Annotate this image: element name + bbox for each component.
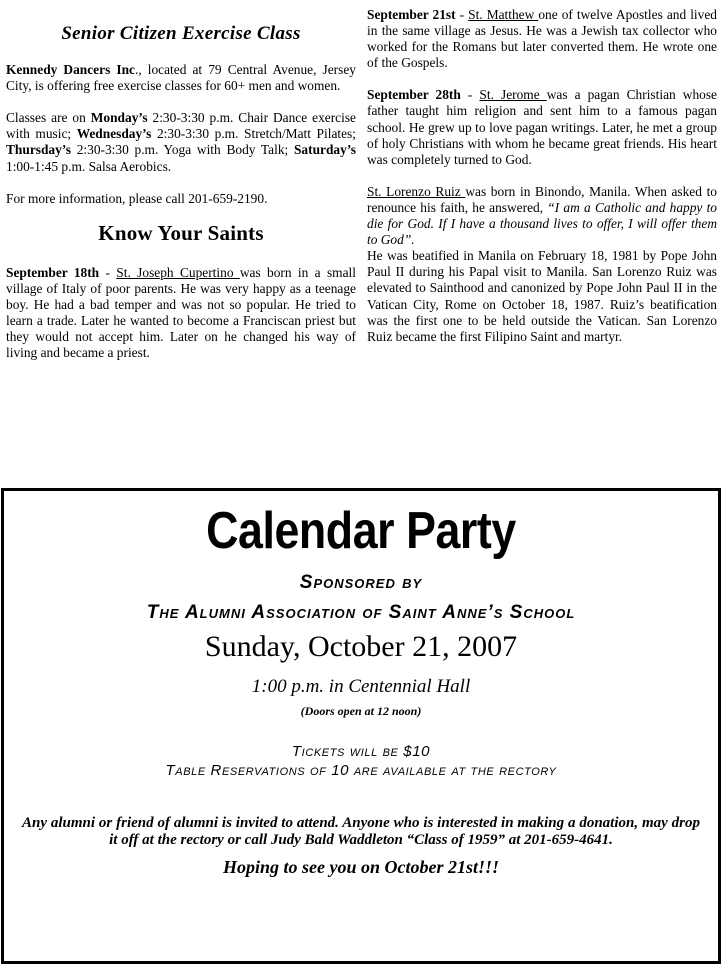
saint-text: was born in Binondo, Manila. When asked to renounce his faith, he answered, [367,183,717,215]
calendar-party-flyer [1,488,721,964]
saint-name: St. Lorenzo Ruiz [367,183,466,199]
saint-date: September 28th [367,87,461,103]
event-date: Sunday, October 21, 2007 [204,630,518,664]
saint-quote: “I am a Catholic and happy to die for God. If I have a thousand lives to offer, I will offer them to God”. [367,199,717,248]
saint-entry-lorenzo-cont: He was beatified in Manila on February 18, 1981 by Pope John Paul II during his Papal visit to Manila. San Lorenzo Ruiz was elevated to Sainthood and canonized by Pope John Paul II in the Vatican City, Rome on October 18, 1987. Ruiz’s beatification was the first one to be held outside the Vatican. San Lorenzo Ruiz became the first Filipino Saint and martyr. [367,248,717,344]
saint-entry-lorenzo [367,184,717,248]
party-title: Calendar Party [206,502,516,560]
exercise-class-title: Senior Citizen Exercise Class [61,23,301,44]
saint-name: St. Jerome [479,87,547,103]
right-column [367,7,717,345]
org-text: ., located at 79 Central Avenue, Jersey City, is offering free exercise classes for 60+ men and women. [6,62,356,94]
event-time: 1:00 p.m. in Centennial Hall [251,676,471,698]
saint-name: St. Joseph Cupertino [116,264,240,280]
monday-label: Monday’s [90,110,148,126]
saint-entry-joseph: September 18th - St. Joseph Cupertino was born in a small village of Italy of poor parents. He was very happy as a teenage boy. He had a bad temper and was not so popular. He tried to learn a trade. Later he wanted to become a Franciscan priest but they would not accept him. Later on he changed his way of living and became a priest. [6,264,356,361]
saint-text: was a pagan Christian whose father taught him religion and sent him to a famous pagan school. He grew up to love pagan writings. Later, he met a group of holy Christians with whom he became great friends. His heart was completely turned to God. [367,87,717,167]
exercise-paragraph-1 [6,62,356,94]
wednesday-label: Wednesday’s [76,126,152,142]
sponsor-name: The Alumni Association of Saint Anne’s School [146,602,576,624]
doors-open: (Doors open at 12 noon) [300,704,422,719]
saturday-label: Saturday’s [293,142,356,158]
saints-title: Know Your Saints [98,220,264,245]
ticket-price: Tickets will be $10 [291,743,431,761]
closing-line: Hoping to see you on October 21st!!! [222,857,499,878]
saint-date: September 21st [367,7,456,22]
saint-date: September 18th [6,264,100,280]
exercise-contact: For more information, please call 201-659-2190. [6,190,268,206]
saint-name: St. Matthew [468,7,539,22]
saint-text: was born in a small village of Italy of poor parents. He was very happy as a teenage boy. He had a bad temper and was not so popular. He tried to learn a trade. Later he wanted to become a Franciscan priest but they would not accept him. Later on he changed his way of living and became a priest. [6,264,356,361]
org-name: Kennedy Dancers Inc [6,62,135,78]
table-reservations: Table Reservations of 10 are available at the rectory [165,762,557,780]
monday-text: 2:30-3:30 p.m. Chair Dance exercise with music; [6,110,357,142]
sponsored-by: Sponsored by [299,572,423,593]
invite-text: Any alumni or friend of alumni is invited to attend. Anyone who is interested in making a donation, may drop it off at the rectory or call Judy Bald Waddleton “Class of 1959” at 201-659-4641. [22,815,700,849]
saint-entry-jerome: September 28th - St. Jerome was a pagan Christian whose father taught him religion and sent him to a famous pagan school. He grew up to love pagan writings. Later, he met a group of holy Christians with whom he became great friends. His heart was completely turned to God. [367,87,717,167]
saint-entry-matthew: September 21st - St. Matthew one of twelve Apostles and lived in the same village as Jesus. He was a Jewish tax collector who worked for the Romans but later converted them. He wrote one of the Gospels. [367,7,717,71]
schedule-intro: Classes are on [6,110,91,126]
left-column [6,23,357,361]
wednesday-text: 2:30-3:30 p.m. Stretch/Matt Pilates; [151,126,356,142]
exercise-schedule [6,110,356,174]
saturday-text: 1:00-1:45 p.m. Salsa Aerobics. [6,158,172,174]
thursday-text: 2:30-3:30 p.m. Yoga with Body Talk; [71,142,294,158]
thursday-label: Thursday’s [6,142,71,158]
saint-text: one of twelve Apostles and lived in the same village as Jesus. He was a Jewish tax collector who worked for the Romans but later converted them. He wrote one of the Gospels. [367,7,717,71]
